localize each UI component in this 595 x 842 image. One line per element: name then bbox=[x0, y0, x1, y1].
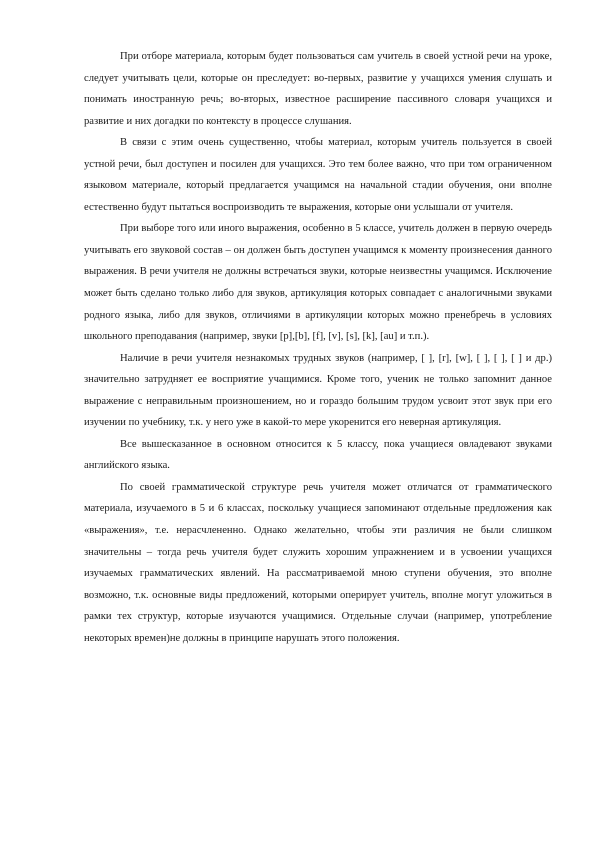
paragraph: Наличие в речи учителя незнакомых трудных звуков (например, [ ], [r], [w], [ ], [ ], [ ] и др.) значительно затрудняет ее восприятие учащимися. Кроме того, ученик не только запомнит данное выражение с неправильным произношением, но и гораздо большим трудом усвоит этот звук при его изучении по учебнику, т.к. у него уже в какой-то мере укоренится его неверная артикуляция. bbox=[84, 352, 552, 429]
paragraph: По своей грамматической структуре речь учителя может отличатся от грамматического материала, изучаемого в 5 и 6 классах, поскольку учащиеся запоминают отдельные предложения как «выражения», т.е. нерасчлененно. Однако желательно, чтобы эти различия не были слишком значительны – тогда речь учителя будет служить хорошим упражнением и в усвоении учащихся изучаемых грамматических явлений. На рассматриваемой мною ступени обучения, это вполне возможно, т.к. основные виды предложений, которыми оперирует учитель, вполне могут уложиться в рамки тех структур, которые изучаются учащимися. Отдельные случаи (например, употребление некоторых времен)не должны в принципе нарушать этого положения. bbox=[84, 481, 552, 644]
paragraph: В связи с этим очень существенно, чтобы материал, которым учитель пользуется в своей устной речи, был доступен и посилен для учащихся. Это тем более важно, что при том ограниченном языковом материале, который предлагается учащимся на начальной стадии обучения, они вполне естественно будут пытаться воспроизводить те выражения, которые они услышали от учителя. bbox=[84, 137, 552, 213]
document-body bbox=[84, 46, 552, 649]
paragraph: При выборе того или иного выражения, особенно в 5 классе, учитель должен в первую очередь учитывать его звуковой состав – он должен быть доступен учащимся к моменту произнесения данного выражения. В речи учителя не должны встречаться звуки, которые неизвестны учащимся. Исключение может быть сделано только либо для звуков, артикуляция которых совпадает с аналогичными звуками родного языка, либо для звуков, отличиями в артикуляции которых можно пренебречь в условиях школьного преподавания (например, звуки [p],[b], [f], [v], [s], [k], [au] и т.п.). bbox=[84, 223, 552, 343]
paragraph: Все вышесказанное в основном относится к 5 классу, пока учащиеся овладевают звуками английского языка. bbox=[84, 438, 552, 472]
paragraph: При отборе материала, которым будет пользоваться сам учитель в своей устной речи на уроке, следует учитывать цели, которые он преследует: во-первых, развитие у учащихся умения слушать и понимать иностранную речь; во-вторых, известное расширение пассивного словаря учащихся и развитие и них догадки по контексту в процессе слушания. bbox=[84, 51, 552, 127]
